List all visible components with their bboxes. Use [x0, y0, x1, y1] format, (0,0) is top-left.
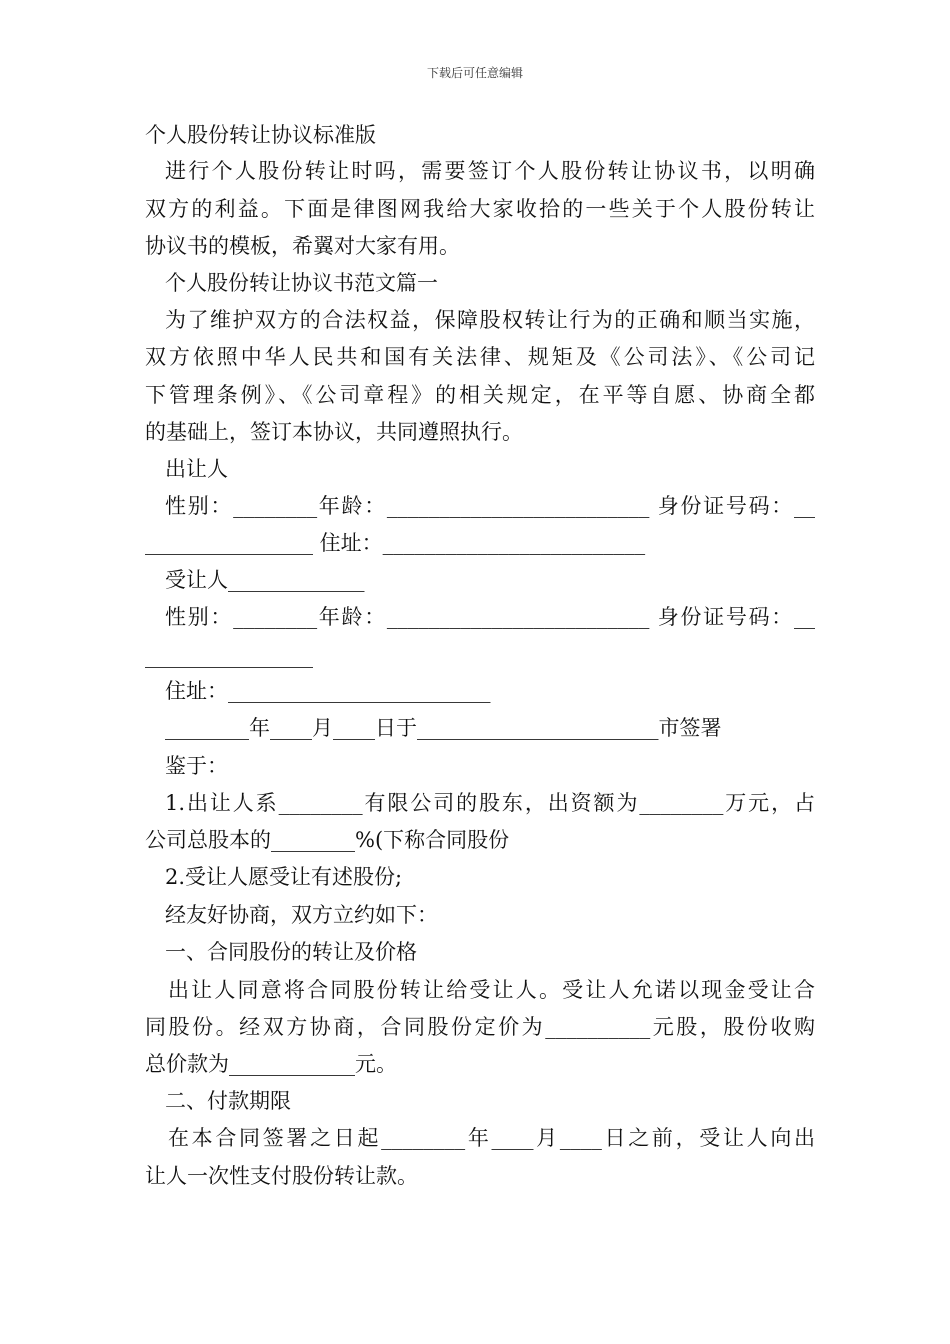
form-line: 受让人_____________ [165, 568, 365, 592]
paragraph-line: 2.受让人愿受让有述股份; [165, 865, 403, 889]
paragraph-line: 同股份。经双方协商，合同股份定价为__________元股，股份收购 [145, 1015, 815, 1039]
paragraph-line: 的基础上，签订本协议，共同遵照执行。 [145, 420, 523, 444]
paragraph-line: 鉴于： [165, 754, 228, 778]
document-title: 个人股份转让协议标准版 [145, 123, 376, 147]
section-heading: 一、合同股份的转让及价格 [165, 940, 417, 964]
paragraph-line: 让人一次性支付股份转让款。 [145, 1164, 418, 1188]
field-label: 出让人 [165, 457, 228, 481]
form-line: 住址：_________________________ [165, 679, 491, 703]
paragraph-line: 下管理条例》、《公司章程》的相关规定，在平等自愿、协商全都 [145, 383, 815, 407]
paragraph-line: 出让人同意将合同股份转让给受让人。受让人允诺以现金受让合 [168, 978, 815, 1002]
form-line: ________________ [145, 644, 313, 668]
paragraph-line: 在本合同签署之日起________年____月____日之前，受让人向出 [168, 1126, 815, 1150]
paragraph-line: 双方依照中华人民共和国有关法律、规矩及《公司法》、《公司记 [145, 345, 815, 369]
form-line: ________________ 住址：_________________________ [145, 531, 646, 555]
paragraph-line: 公司总股本的________%(下称合同股份 [145, 828, 510, 852]
form-line: 性别：________年龄：_________________________ 身份证号码：__ [165, 494, 815, 518]
paragraph-line: 双方的利益。下面是律图网我给大家收拾的一些关于个人股份转让 [145, 197, 815, 221]
form-line: ________年____月____日于_______________________市签署 [165, 716, 722, 740]
form-line: 性别：________年龄：_________________________ 身份证号码：__ [165, 605, 815, 629]
paragraph-line: 协议书的模板，希翼对大家有用。 [145, 234, 460, 258]
paragraph-line: 进行个人股份转让时吗，需要签订个人股份转让协议书，以明确 [165, 159, 815, 183]
paragraph-line: 为了维护双方的合法权益，保障股权转让行为的正确和顺当实施， [165, 308, 815, 332]
paragraph-line: 总价款为____________元。 [145, 1052, 397, 1076]
paragraph-line: 1.出让人系________有限公司的股东，出资额为________万元，占 [165, 791, 815, 815]
section-heading: 个人股份转让协议书范文篇一 [165, 271, 438, 295]
section-heading: 二、付款期限 [165, 1089, 291, 1113]
paragraph-line: 经友好协商，双方立约如下： [165, 903, 438, 927]
page-header: 下载后可任意编辑 [426, 66, 523, 80]
